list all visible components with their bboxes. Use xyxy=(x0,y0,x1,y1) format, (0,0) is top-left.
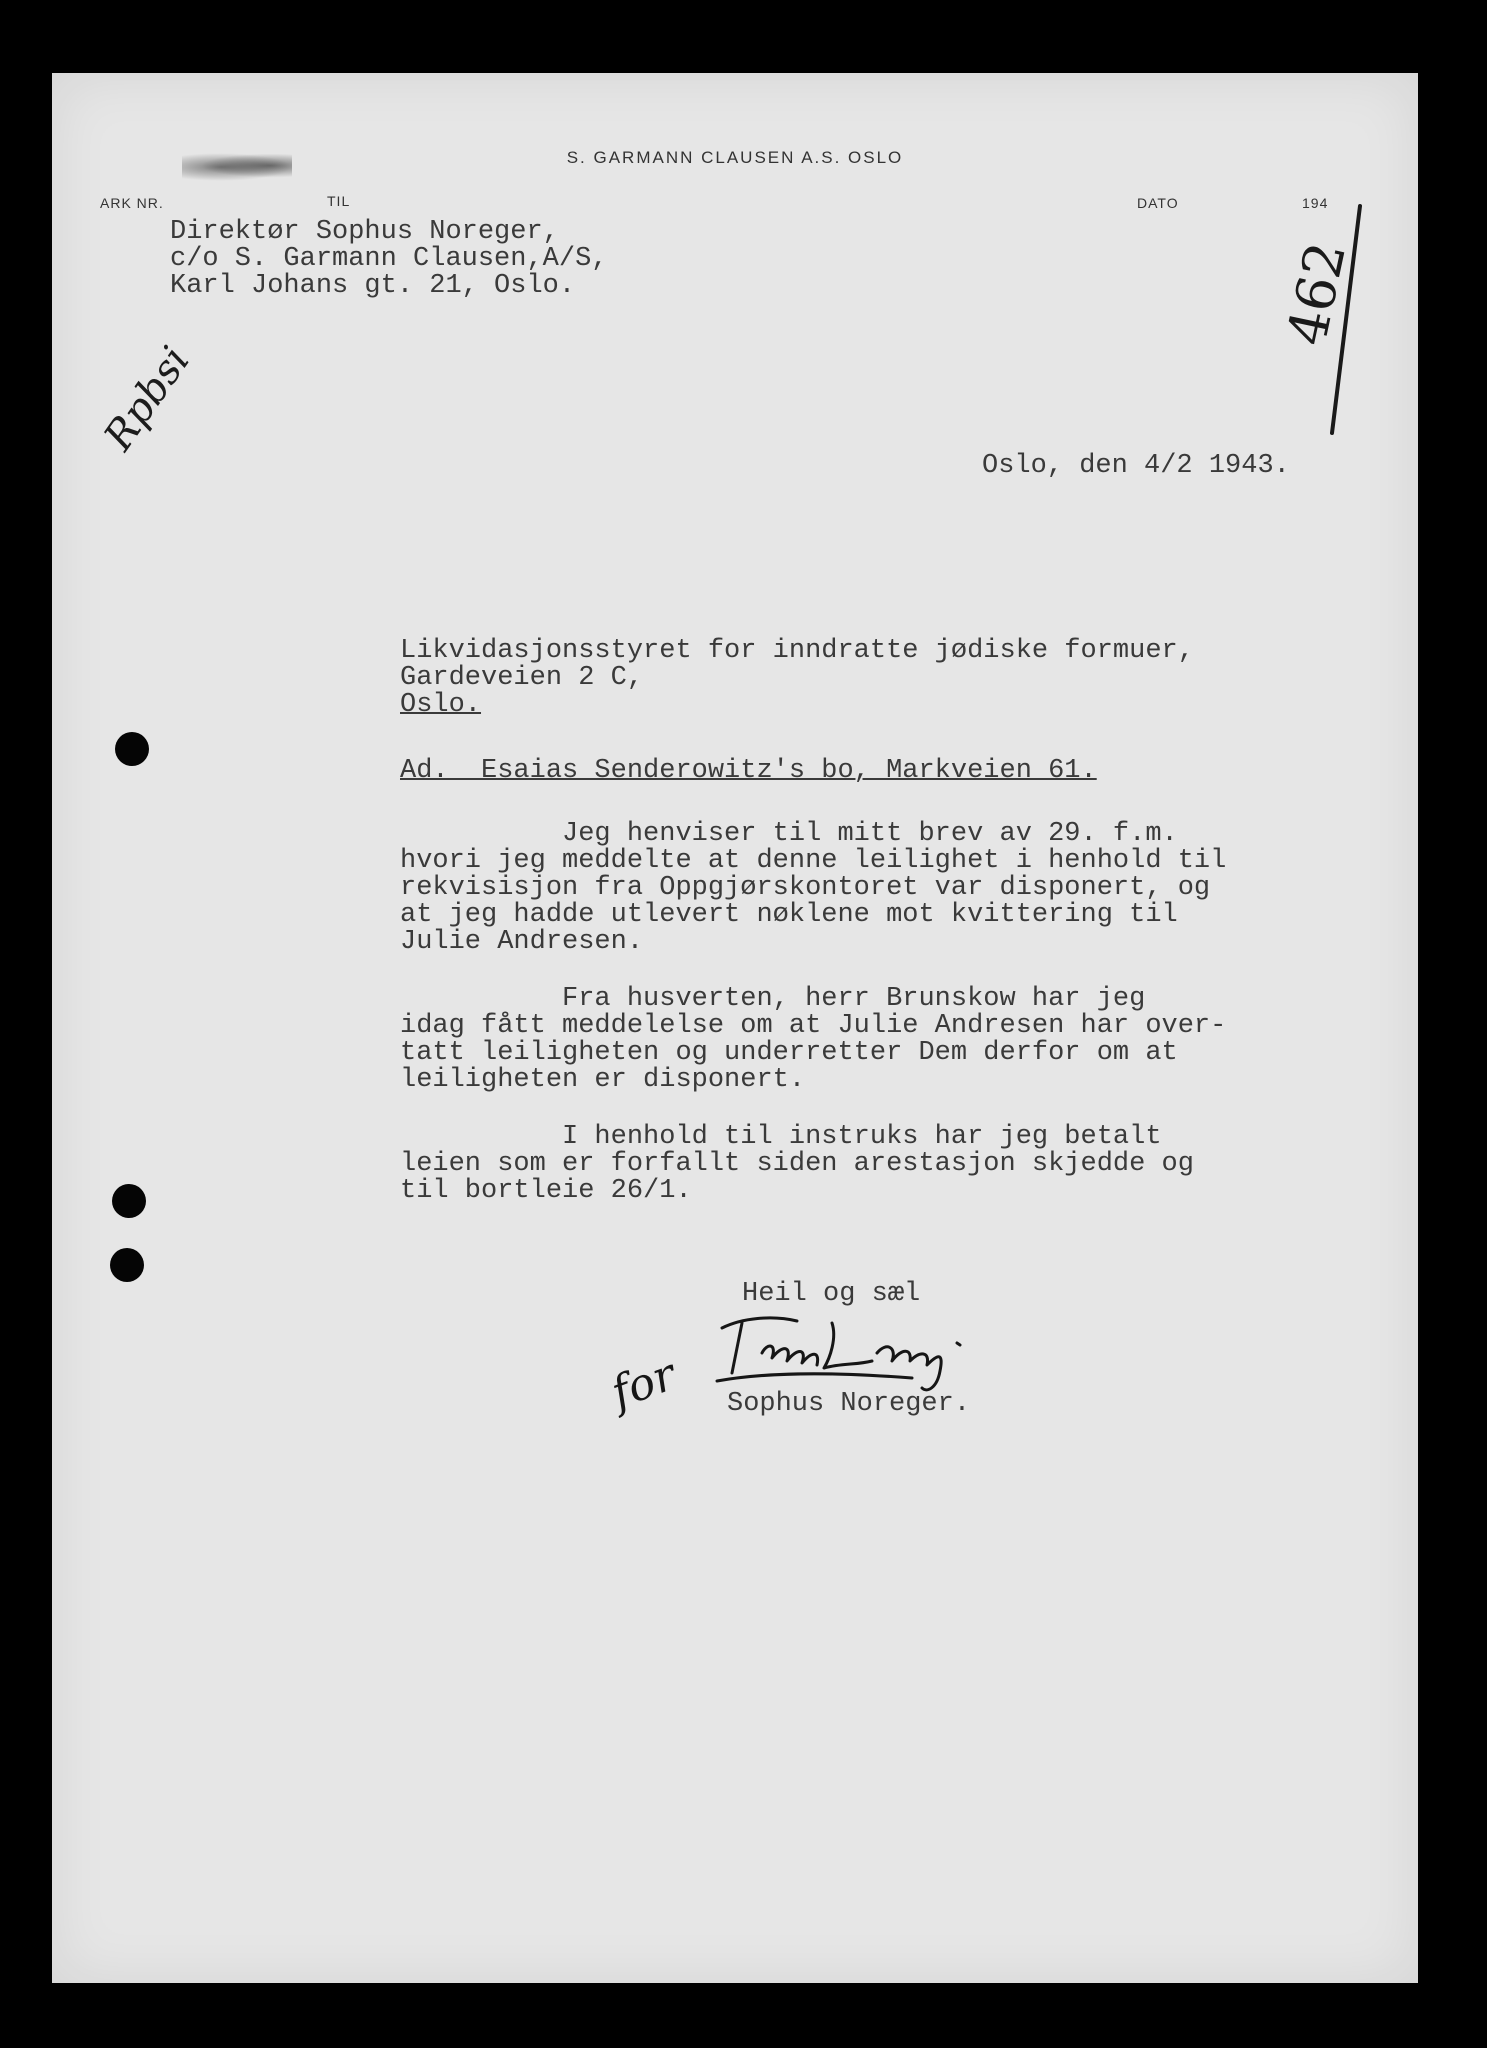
p2-line-1: Fra husverten, herr Brunskow har jeg xyxy=(400,984,1146,1014)
til-label: TIL xyxy=(327,193,351,209)
p1-line-2: hvori jeg meddelte at denne leilighet i henhold til xyxy=(400,846,1227,876)
p2-line-2: idag fått meddelelse om at Julie Andresen har over- xyxy=(400,1011,1227,1041)
margin-note-text: Rpbsi xyxy=(95,338,199,459)
p1-line-3: rekvisisjon fra Oppgjørskontoret var disponert, og xyxy=(400,873,1211,903)
recipient-line-3: Oslo. xyxy=(400,690,482,720)
punch-hole xyxy=(110,1248,144,1282)
recipient-line-2: Gardeveien 2 C, xyxy=(400,663,644,693)
p1-line-5: Julie Andresen. xyxy=(400,927,644,957)
dato-label: DATO xyxy=(1137,195,1179,211)
p2-line-4: leiligheten er disponert. xyxy=(400,1065,806,1095)
sender-line-2: c/o S. Garmann Clausen,A/S, xyxy=(170,244,608,274)
closing-greeting: Heil og sæl xyxy=(742,1279,921,1309)
year-prefix: 194 xyxy=(1302,195,1329,211)
p3-line-2: leien som er forfallt siden arestasjon skjedde og xyxy=(400,1149,1194,1179)
letterhead-company: S. GARMANN CLAUSEN A.S. OSLO xyxy=(566,148,904,167)
p1-line-4: at jeg hadde utlevert nøklene mot kvittering til xyxy=(400,900,1178,930)
ark-nr-label: ARK NR. xyxy=(100,195,164,211)
sender-line-3: Karl Johans gt. 21, Oslo. xyxy=(170,271,576,301)
punch-hole xyxy=(115,732,149,766)
handwritten-page-number xyxy=(1272,198,1372,433)
recipient-line-1: Likvidasjonsstyret for inndratte jødiske formuer, xyxy=(400,636,1194,666)
p3-line-1: I henhold til instruks har jeg betalt xyxy=(400,1122,1162,1152)
page-number-text: 462 xyxy=(1275,236,1359,351)
signature-prefix: for xyxy=(604,1349,683,1419)
handwritten-margin-note xyxy=(95,338,227,473)
p3-line-3: til bortleie 26/1. xyxy=(400,1176,692,1206)
date-line: Oslo, den 4/2 1943. xyxy=(982,451,1290,481)
subject-line: Ad. Esaias Senderowitz's bo, Markveien 61. xyxy=(400,756,1097,786)
signer-name: Sophus Noreger. xyxy=(727,1389,971,1419)
p2-line-3: tatt leiligheten og underretter Dem derfor om at xyxy=(400,1038,1178,1068)
sender-line-1: Direktør Sophus Noreger, xyxy=(170,217,559,247)
punch-hole xyxy=(112,1184,146,1218)
signature xyxy=(592,1293,1112,1443)
document-page xyxy=(52,73,1418,1983)
p1-line-1: Jeg henviser til mitt brev av 29. f.m. xyxy=(400,819,1178,849)
